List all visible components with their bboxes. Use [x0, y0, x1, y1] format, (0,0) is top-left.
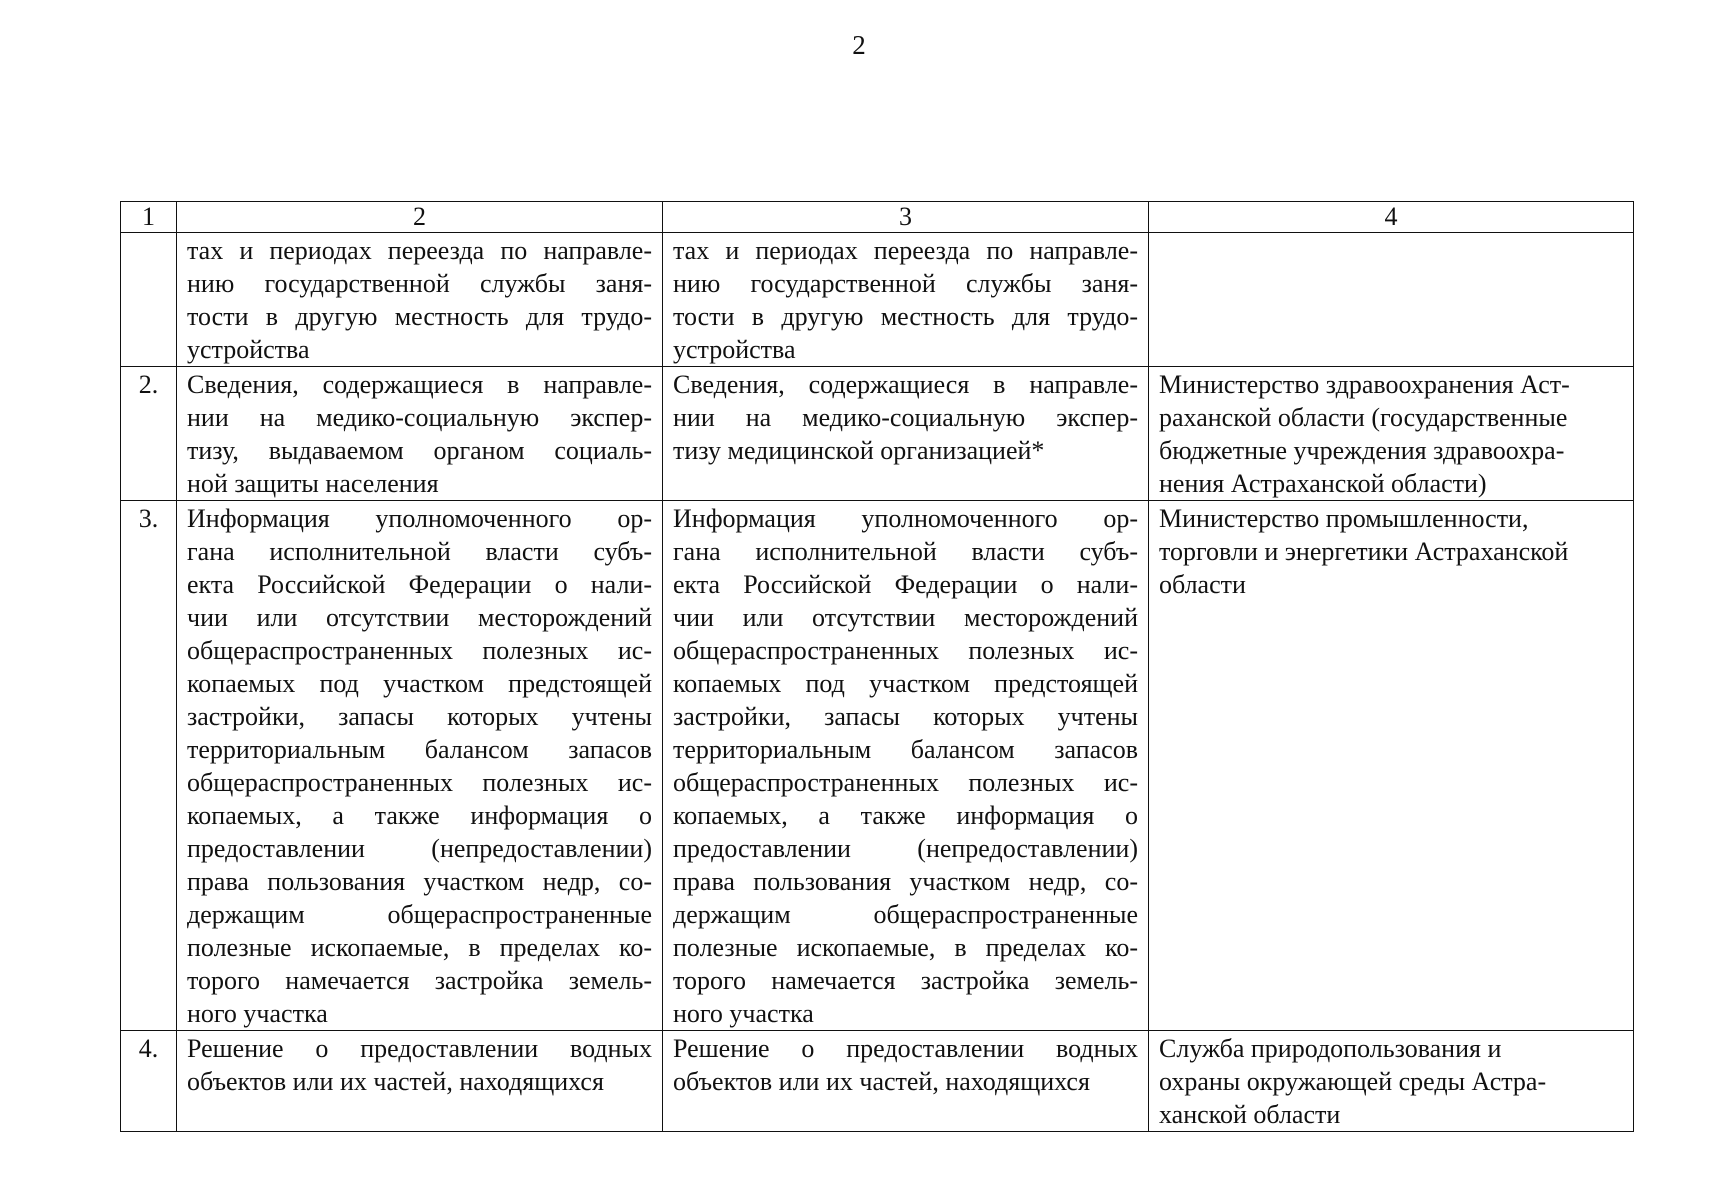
- document-cell-line: копаемых под участком предстоящей: [187, 669, 652, 698]
- table-header: [121, 202, 1634, 233]
- information-cell-line: общераспространенных полезных ис-: [673, 768, 1138, 797]
- authority-cell-line: нения Астраханской области): [1159, 469, 1487, 498]
- information-cell: [663, 367, 1149, 501]
- document-cell-line: тизу, выдаваемом органом социаль-: [187, 436, 652, 465]
- row-number: 4.: [121, 1031, 177, 1132]
- document-cell-line: Информация уполномоченного ор-: [187, 504, 652, 533]
- information-cell-line: тости в другую местность для трудо-: [673, 302, 1138, 331]
- information-cell-line: предоставлении (непредоставлении): [673, 834, 1138, 863]
- table-row: [121, 367, 1634, 501]
- header-cell-4: 4: [1149, 202, 1634, 233]
- information-cell-line: екта Российской Федерации о нали-: [673, 570, 1138, 599]
- document-cell-line: екта Российской Федерации о нали-: [187, 570, 652, 599]
- information-cell-line: тах и периодах переезда по направле-: [673, 236, 1138, 265]
- document-cell-line: территориальным балансом запасов: [187, 735, 652, 764]
- document-cell-line: полезные ископаемые, в пределах ко-: [187, 933, 652, 962]
- document-cell-line: тах и периодах переезда по направле-: [187, 236, 652, 265]
- header-cell-1: 1: [121, 202, 177, 233]
- document-cell: [177, 501, 663, 1031]
- information-cell-line: Решение о предоставлении водных: [673, 1034, 1138, 1063]
- document-cell-line: права пользования участком недр, со-: [187, 867, 652, 896]
- document-cell-line: устройства: [187, 335, 310, 364]
- row-number: [121, 233, 177, 367]
- authority-cell-line: Министерство промышленности,: [1159, 504, 1529, 533]
- information-cell-line: чии или отсутствии месторождений: [673, 603, 1138, 632]
- document-cell-line: застройки, запасы которых учтены: [187, 702, 652, 731]
- information-cell: [663, 501, 1149, 1031]
- header-cell-3: 3: [663, 202, 1149, 233]
- information-cell-line: полезные ископаемые, в пределах ко-: [673, 933, 1138, 962]
- information-cell-line: держащим общераспространенные: [673, 900, 1138, 929]
- information-cell: [663, 233, 1149, 367]
- information-cell-line: гана исполнительной власти субъ-: [673, 537, 1138, 566]
- document-cell: [177, 367, 663, 501]
- authority-cell-line: ханской области: [1159, 1100, 1341, 1129]
- authority-cell-line: торговли и энергетики Астраханской: [1159, 537, 1569, 566]
- authority-cell-line: бюджетные учреждения здравоохра-: [1159, 436, 1565, 465]
- document-cell-line: нии на медико-социальную экспер-: [187, 403, 652, 432]
- table-row: [121, 1031, 1634, 1132]
- information-cell-line: копаемых, а также информация о: [673, 801, 1138, 830]
- information-cell-line: территориальным балансом запасов: [673, 735, 1138, 764]
- document-cell-line: ной защиты населения: [187, 469, 439, 498]
- table-row: [121, 501, 1634, 1031]
- document-cell-line: чии или отсутствии месторождений: [187, 603, 652, 632]
- information-cell-line: общераспространенных полезных ис-: [673, 636, 1138, 665]
- document-cell-line: торого намечается застройка земель-: [187, 966, 652, 995]
- authority-cell-line: Министерство здравоохранения Аст-: [1159, 370, 1570, 399]
- document-table: [120, 201, 1634, 1132]
- information-cell-line: копаемых под участком предстоящей: [673, 669, 1138, 698]
- document-cell: [177, 1031, 663, 1132]
- information-cell-line: застройки, запасы которых учтены: [673, 702, 1138, 731]
- document-cell-line: общераспространенных полезных ис-: [187, 636, 652, 665]
- authority-cell: [1149, 367, 1634, 501]
- document-cell-line: общераспространенных полезных ис-: [187, 768, 652, 797]
- information-cell-line: нии на медико-социальную экспер-: [673, 403, 1138, 432]
- information-cell-line: торого намечается застройка земель-: [673, 966, 1138, 995]
- authority-cell-line: области: [1159, 570, 1246, 599]
- information-cell-line: Информация уполномоченного ор-: [673, 504, 1138, 533]
- information-cell-line: Сведения, содержащиеся в направле-: [673, 370, 1138, 399]
- authority-cell-line: раханской области (государственные: [1159, 403, 1568, 432]
- document-cell-line: объектов или их частей, находящихся: [187, 1067, 604, 1096]
- page-number: 2: [852, 30, 866, 60]
- document-cell: [177, 233, 663, 367]
- header-row: [121, 202, 1634, 233]
- document-cell-line: Решение о предоставлении водных: [187, 1034, 652, 1063]
- information-cell-line: права пользования участком недр, со-: [673, 867, 1138, 896]
- header-cell-2: 2: [177, 202, 663, 233]
- document-cell-line: копаемых, а также информация о: [187, 801, 652, 830]
- information-cell: [663, 1031, 1149, 1132]
- information-cell-line: объектов или их частей, находящихся: [673, 1067, 1090, 1096]
- table-body: [121, 233, 1634, 1132]
- document-cell-line: ного участка: [187, 999, 328, 1028]
- information-cell-line: устройства: [673, 335, 796, 364]
- authority-cell: [1149, 1031, 1634, 1132]
- document-cell-line: тости в другую местность для трудо-: [187, 302, 652, 331]
- authority-cell: [1149, 501, 1634, 1031]
- document-cell-line: предоставлении (непредоставлении): [187, 834, 652, 863]
- information-cell-line: ного участка: [673, 999, 814, 1028]
- row-number: 3.: [121, 501, 177, 1031]
- document-cell-line: Сведения, содержащиеся в направле-: [187, 370, 652, 399]
- row-number: 2.: [121, 367, 177, 501]
- table-row: [121, 233, 1634, 367]
- document-cell-line: держащим общераспространенные: [187, 900, 652, 929]
- authority-cell: [1149, 233, 1634, 367]
- authority-cell-line: охраны окружающей среды Астра-: [1159, 1067, 1547, 1096]
- information-cell-line: нию государственной службы заня-: [673, 269, 1138, 298]
- authority-cell-line: Служба природопользования и: [1159, 1034, 1502, 1063]
- document-cell-line: гана исполнительной власти субъ-: [187, 537, 652, 566]
- document-cell-line: нию государственной службы заня-: [187, 269, 652, 298]
- information-cell-line: тизу медицинской организацией*: [673, 436, 1045, 465]
